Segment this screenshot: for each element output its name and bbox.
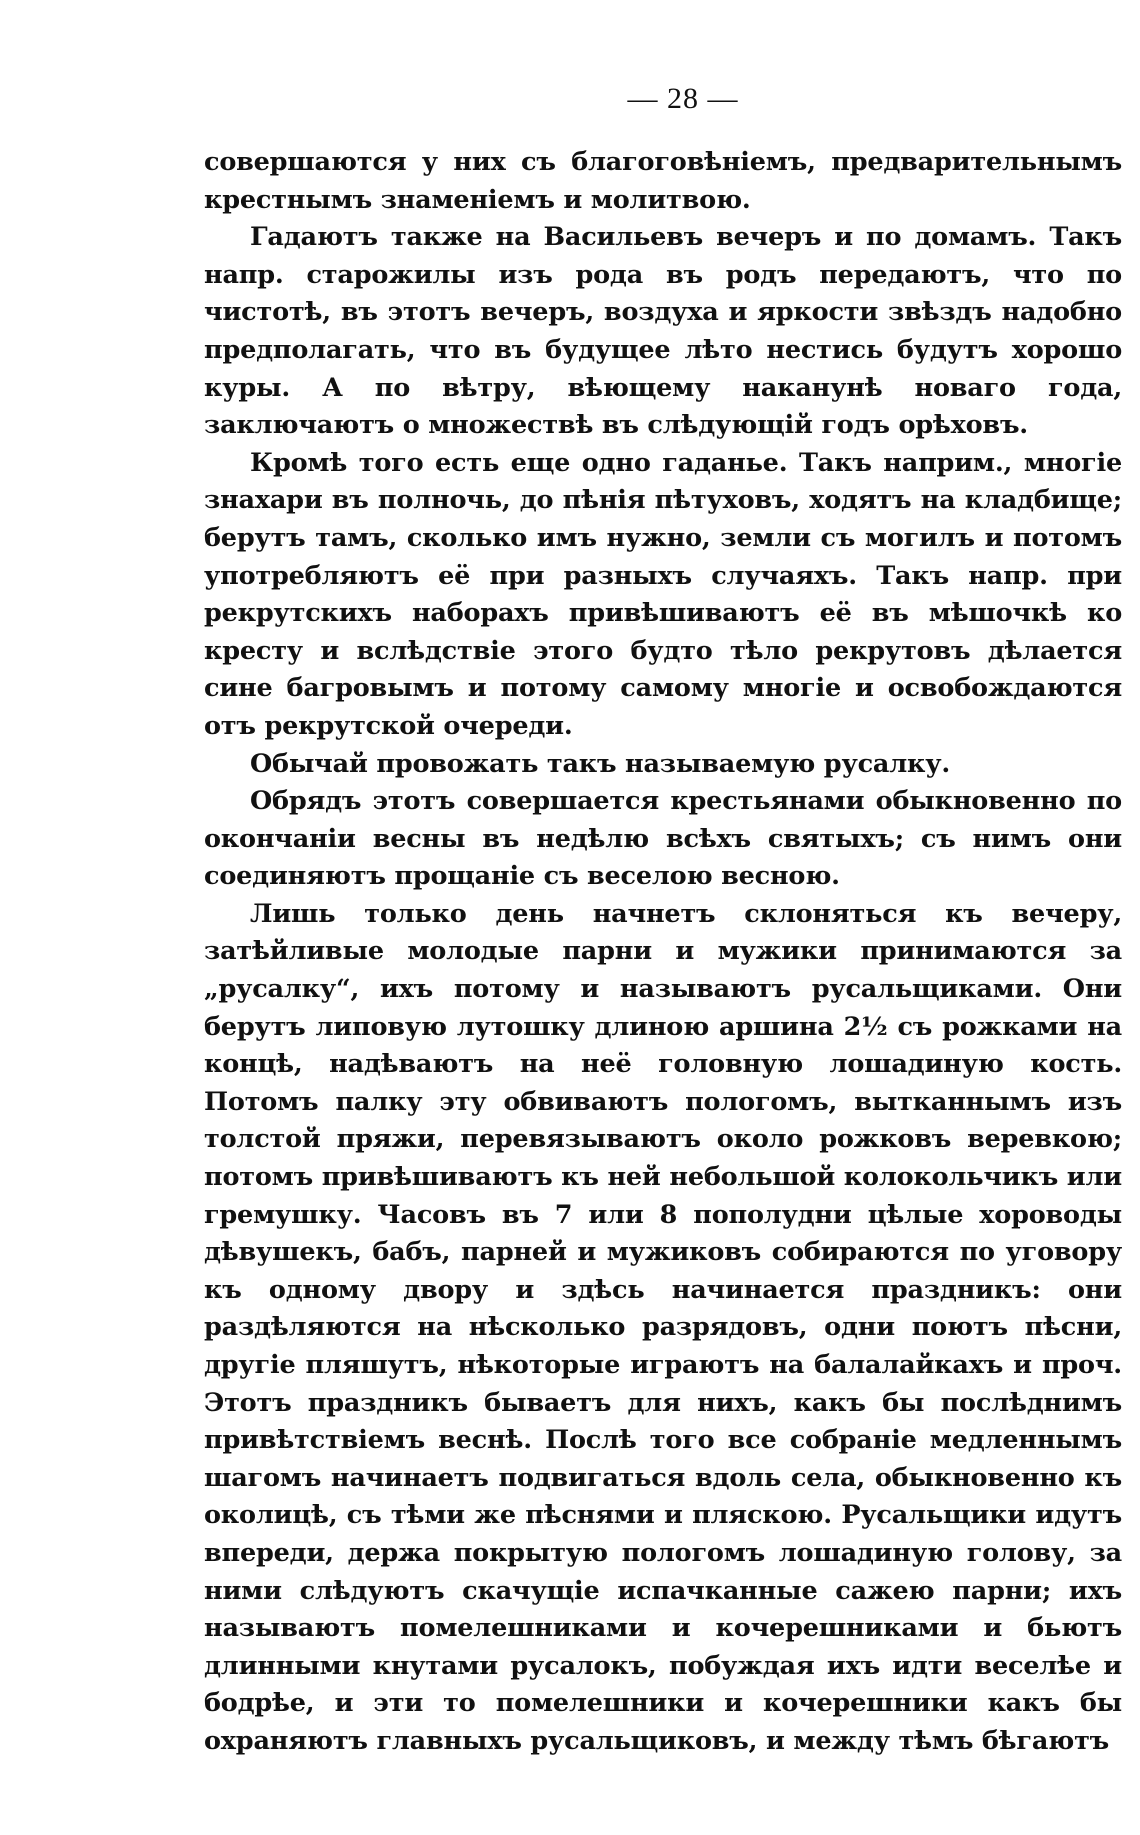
- section-heading: Обычай провожать такъ называемую русалку.: [250, 748, 951, 779]
- paragraph-3: Кромѣ того есть еще одно гаданье. Такъ наприм., многіе знахари въ полночь, до пѣнія пѣтуховъ, ходятъ на кладбище; берутъ тамъ, сколько имъ нужно, земли съ могилъ и потомъ употребляютъ её при разныхъ случаяхъ. Такъ напр. при рекрутскихъ наборахъ привѣшиваютъ её въ мѣшочкѣ ко кресту и вслѣдствіе этого будто тѣло рекрутовъ дѣлается сине багровымъ и потому самому многіе и освобождаются отъ рекрутской очереди.: [204, 447, 1122, 741]
- paragraph-5: Лишь только день начнетъ склоняться къ вечеру, затѣйливые молодые парни и мужики принимаются за „русалку“, ихъ потому и называютъ русальщиками. Они берутъ липовую лутошку длиною аршина 2½ съ рожками на концѣ, надѣваютъ на неё головную лошадиную кость. Потомъ палку эту обвиваютъ пологомъ, вытканнымъ изъ толстой пряжи, перевязываютъ около рожковъ веревкою; потомъ привѣшиваютъ къ ней небольшой колокольчикъ или гремушку. Часовъ въ 7 или 8 пополудни цѣлые хороводы дѣвушекъ, бабъ, парней и мужиковъ собираются по уговору къ одному двору и здѣсь начинается праздникъ: они раздѣляются на нѣсколько разрядовъ, одни поютъ пѣсни, другіе пляшутъ, нѣкоторые играютъ на балалайкахъ и проч. Этотъ праздникъ бываетъ для нихъ, какъ бы послѣднимъ привѣтствіемъ веснѣ. Послѣ того все собраніе медленнымъ шагомъ начинаетъ подвигаться вдоль села, обыкновенно къ околицѣ, съ тѣми же пѣснями и пляскою. Русальщики идутъ впереди, держа покрытую пологомъ лошадиную голову, за ними слѣдуютъ скачущіе испачканные сажею парни; ихъ называютъ помелешниками и кочерешниками и бьютъ длинными кнутами русалокъ, побуждая ихъ идти веселѣе и бодрѣе, и эти то помелешники и кочерешники какъ бы охраняютъ главныхъ русальщиковъ, и между тѣмъ бѣгаютъ: [204, 898, 1122, 1756]
- paragraph-2: Гадаютъ также на Васильевъ вечеръ и по домамъ. Такъ напр. старожилы изъ рода въ родъ передаютъ, что по чистотѣ, въ этотъ вечеръ, воздуха и яркости звѣздъ надобно предполагать, что въ будущее лѣто нестись будутъ хорошо куры. А по вѣтру, вѣющему наканунѣ новаго года, заключаютъ о множествѣ въ слѣдующій годъ орѣховъ.: [204, 222, 1122, 441]
- page-number: — 28 —: [627, 82, 739, 115]
- paragraph-4: Обрядъ этотъ совершается крестьянами обыкновенно по окончаніи весны въ недѣлю всѣхъ святыхъ; съ нимъ они соединяютъ прощаніе съ веселою весною.: [204, 786, 1122, 892]
- paragraph-1: совершаются у них съ благоговѣніемъ, предварительнымъ крестнымъ знаменіемъ и молитвою.: [204, 147, 1122, 215]
- book-page: [204, 82, 1122, 1761]
